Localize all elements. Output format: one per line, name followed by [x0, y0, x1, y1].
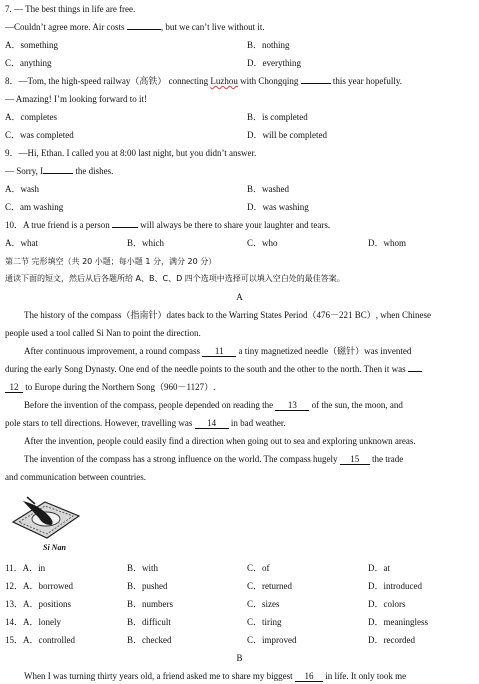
q10-blank — [112, 227, 138, 228]
cloze-13-option-b[interactable]: B．numbers — [127, 599, 173, 609]
q7-stem-text: — The best things in life are free. — [14, 4, 136, 14]
p3-line2-b: in bad weather. — [230, 418, 286, 428]
passage-a-p2-line1 — [24, 346, 473, 357]
blank-12[interactable]: 12 — [5, 383, 23, 393]
passage-a-label: A — [236, 292, 243, 302]
cloze-13-option-a[interactable]: 13．A．positions — [5, 599, 72, 609]
si-nan-caption: Si Nan — [43, 543, 66, 552]
p2-text-a: After continuous improvement, a round compass — [24, 346, 200, 356]
cloze-12-option-d[interactable]: D．introduced — [368, 581, 422, 591]
passage-a-p2-line2 — [5, 364, 473, 375]
blank-11[interactable]: 11 — [202, 347, 236, 357]
p5-text-b: the trade — [372, 454, 404, 464]
q9-option-a[interactable]: A．wash — [5, 184, 39, 194]
cloze-14-option-a[interactable]: 14．A．lonely — [5, 617, 61, 627]
cloze-11-option-b[interactable]: B．with — [127, 563, 159, 573]
q9-stem-line2 — [5, 166, 473, 177]
si-nan-drawing — [5, 492, 83, 544]
pb-text-b: in life. It only took me — [325, 671, 407, 681]
q7-option-b[interactable]: B．nothing — [247, 40, 290, 50]
q10-option-d[interactable]: D．whom — [368, 238, 406, 248]
q9-stem-line1: 9．—Hi, Ethan. I called you at 8:00 last night, but you didn’t answer. — [5, 148, 257, 158]
q9-stem2b: the dishes. — [75, 166, 114, 176]
q7-option-c[interactable]: C．anything — [5, 58, 52, 68]
q8-stem-line1 — [5, 76, 473, 87]
q9-option-b[interactable]: B．washed — [247, 184, 289, 194]
q7-stem-line2 — [5, 22, 473, 33]
q7-option-d[interactable]: D．everything — [247, 58, 301, 68]
q10-option-c[interactable]: C．who — [247, 238, 278, 248]
q9-stem2a: — Sorry, I — [5, 166, 44, 176]
q8-blank — [301, 83, 331, 84]
q9-option-d[interactable]: D．was washing — [247, 202, 309, 212]
passage-a-p5-line1 — [24, 454, 473, 465]
cloze-15-option-c[interactable]: C．improved — [247, 635, 297, 645]
q8-option-d[interactable]: D．will be completed — [247, 130, 327, 140]
passage-a-p3-line1 — [24, 400, 473, 411]
p5-text-a: The invention of the compass has a strong influence on the world. The compass hugely — [24, 454, 338, 464]
cloze-12-option-a[interactable]: 12．A．borrowed — [5, 581, 73, 591]
blank-13[interactable]: 13 — [275, 401, 309, 411]
cloze-12-option-b[interactable]: B．pushed — [127, 581, 168, 591]
q8-option-c[interactable]: C．was completed — [5, 130, 74, 140]
p3-text-a: Before the invention of the compass, people depended on reading the — [24, 400, 274, 410]
cloze-11-option-a[interactable]: 11．A．in — [5, 563, 46, 573]
cloze-14-option-b[interactable]: B．difficult — [127, 617, 171, 627]
q8-stem1b: with Chongqing — [237, 76, 299, 86]
q7-stem2b: , but we can’t live without it. — [160, 22, 265, 32]
q7-option-a[interactable]: A．something — [5, 40, 58, 50]
q10-option-b[interactable]: B．which — [127, 238, 164, 248]
passage-b-label: B — [236, 653, 243, 663]
q7-number: 7. — [5, 4, 12, 14]
cloze-15-option-b[interactable]: B．checked — [127, 635, 172, 645]
passage-a-p4: After the invention, people could easily find a direction when going out to sea and exploring unknown areas. — [24, 436, 416, 446]
q7-stem-line1 — [5, 4, 473, 15]
q10-stem — [5, 220, 473, 231]
q9-option-c[interactable]: C．am washing — [5, 202, 64, 212]
p2-line3-text: to Europe during the Northern Song（960－1127）. — [25, 382, 216, 392]
passage-a-p5-line2: and communication between countries. — [5, 472, 146, 482]
blank-12-start — [408, 371, 422, 372]
cloze-11-option-d[interactable]: D．at — [368, 563, 390, 573]
p2-line2-text: during the early Song Dynasty. One end of the needle points to the south and the other to the north. Then it was — [5, 364, 406, 374]
blank-15[interactable]: 15 — [340, 455, 370, 465]
p3-line2-a: pole stars to tell directions. However, travelling was — [5, 418, 193, 428]
cloze-13-option-c[interactable]: C．sizes — [247, 599, 280, 609]
q7-stem2a: —Couldn’t agree more. Air costs — [5, 22, 125, 32]
cloze-13-option-d[interactable]: D．colors — [368, 599, 406, 609]
passage-a-p3-line2 — [5, 418, 473, 429]
passage-b-line1 — [24, 671, 473, 682]
q10-stem-b: will always be there to share your laughter and tears. — [140, 220, 331, 230]
si-nan-compass-image — [5, 492, 83, 554]
blank-16[interactable]: 16 — [295, 672, 323, 682]
q9-blank — [43, 173, 73, 174]
q7-blank — [127, 29, 161, 30]
passage-a-p1-line2: people used a tool called Si Nan to point the direction. — [5, 328, 201, 338]
p2-text-b: a tiny magnetized needle（磁针）was invented — [238, 346, 412, 356]
passage-a-p1-line1: The history of the compass（指南针）dates back to the Warring States Period（476－221 BC）, when Chinese — [24, 310, 432, 320]
blank-14[interactable]: 14 — [195, 419, 229, 429]
q8-option-b[interactable]: B．is completed — [247, 112, 308, 122]
q8-stem1a: 8．—Tom, the high-speed railway（高铁） connecting — [5, 76, 211, 86]
q10-stem-a: 10．A true friend is a person — [5, 220, 110, 230]
cloze-11-option-c[interactable]: C．of — [247, 563, 270, 573]
q8-stem1c: this year hopefully. — [332, 76, 402, 86]
cloze-15-option-a[interactable]: 15．A．controlled — [5, 635, 75, 645]
section-title: 第二节 完形填空（共 20 小题；每小题 1 分，满分 20 分） — [5, 257, 217, 266]
q8-highlight-word: Luzhou — [210, 76, 238, 86]
pb-text-a: When I was turning thirty years old, a friend asked me to share my biggest — [24, 671, 293, 681]
q8-stem-line2: — Amazing! I’m looking forward to it! — [5, 94, 147, 104]
cloze-12-option-c[interactable]: C．returned — [247, 581, 292, 591]
cloze-14-option-d[interactable]: D．meaningless — [368, 617, 428, 627]
q10-option-a[interactable]: A．what — [5, 238, 38, 248]
q8-option-a[interactable]: A．completes — [5, 112, 57, 122]
section-instruction: 通读下面的短文，然后从后各题所给 A、B、C、D 四个选项中选择可以填入空白处的最佳答案。 — [5, 274, 345, 283]
p3-text-b: of the sun, the moon, and — [311, 400, 403, 410]
passage-a-p2-line3 — [5, 382, 473, 393]
cloze-14-option-c[interactable]: C．tiring — [247, 617, 282, 627]
cloze-15-option-d[interactable]: D．recorded — [368, 635, 415, 645]
